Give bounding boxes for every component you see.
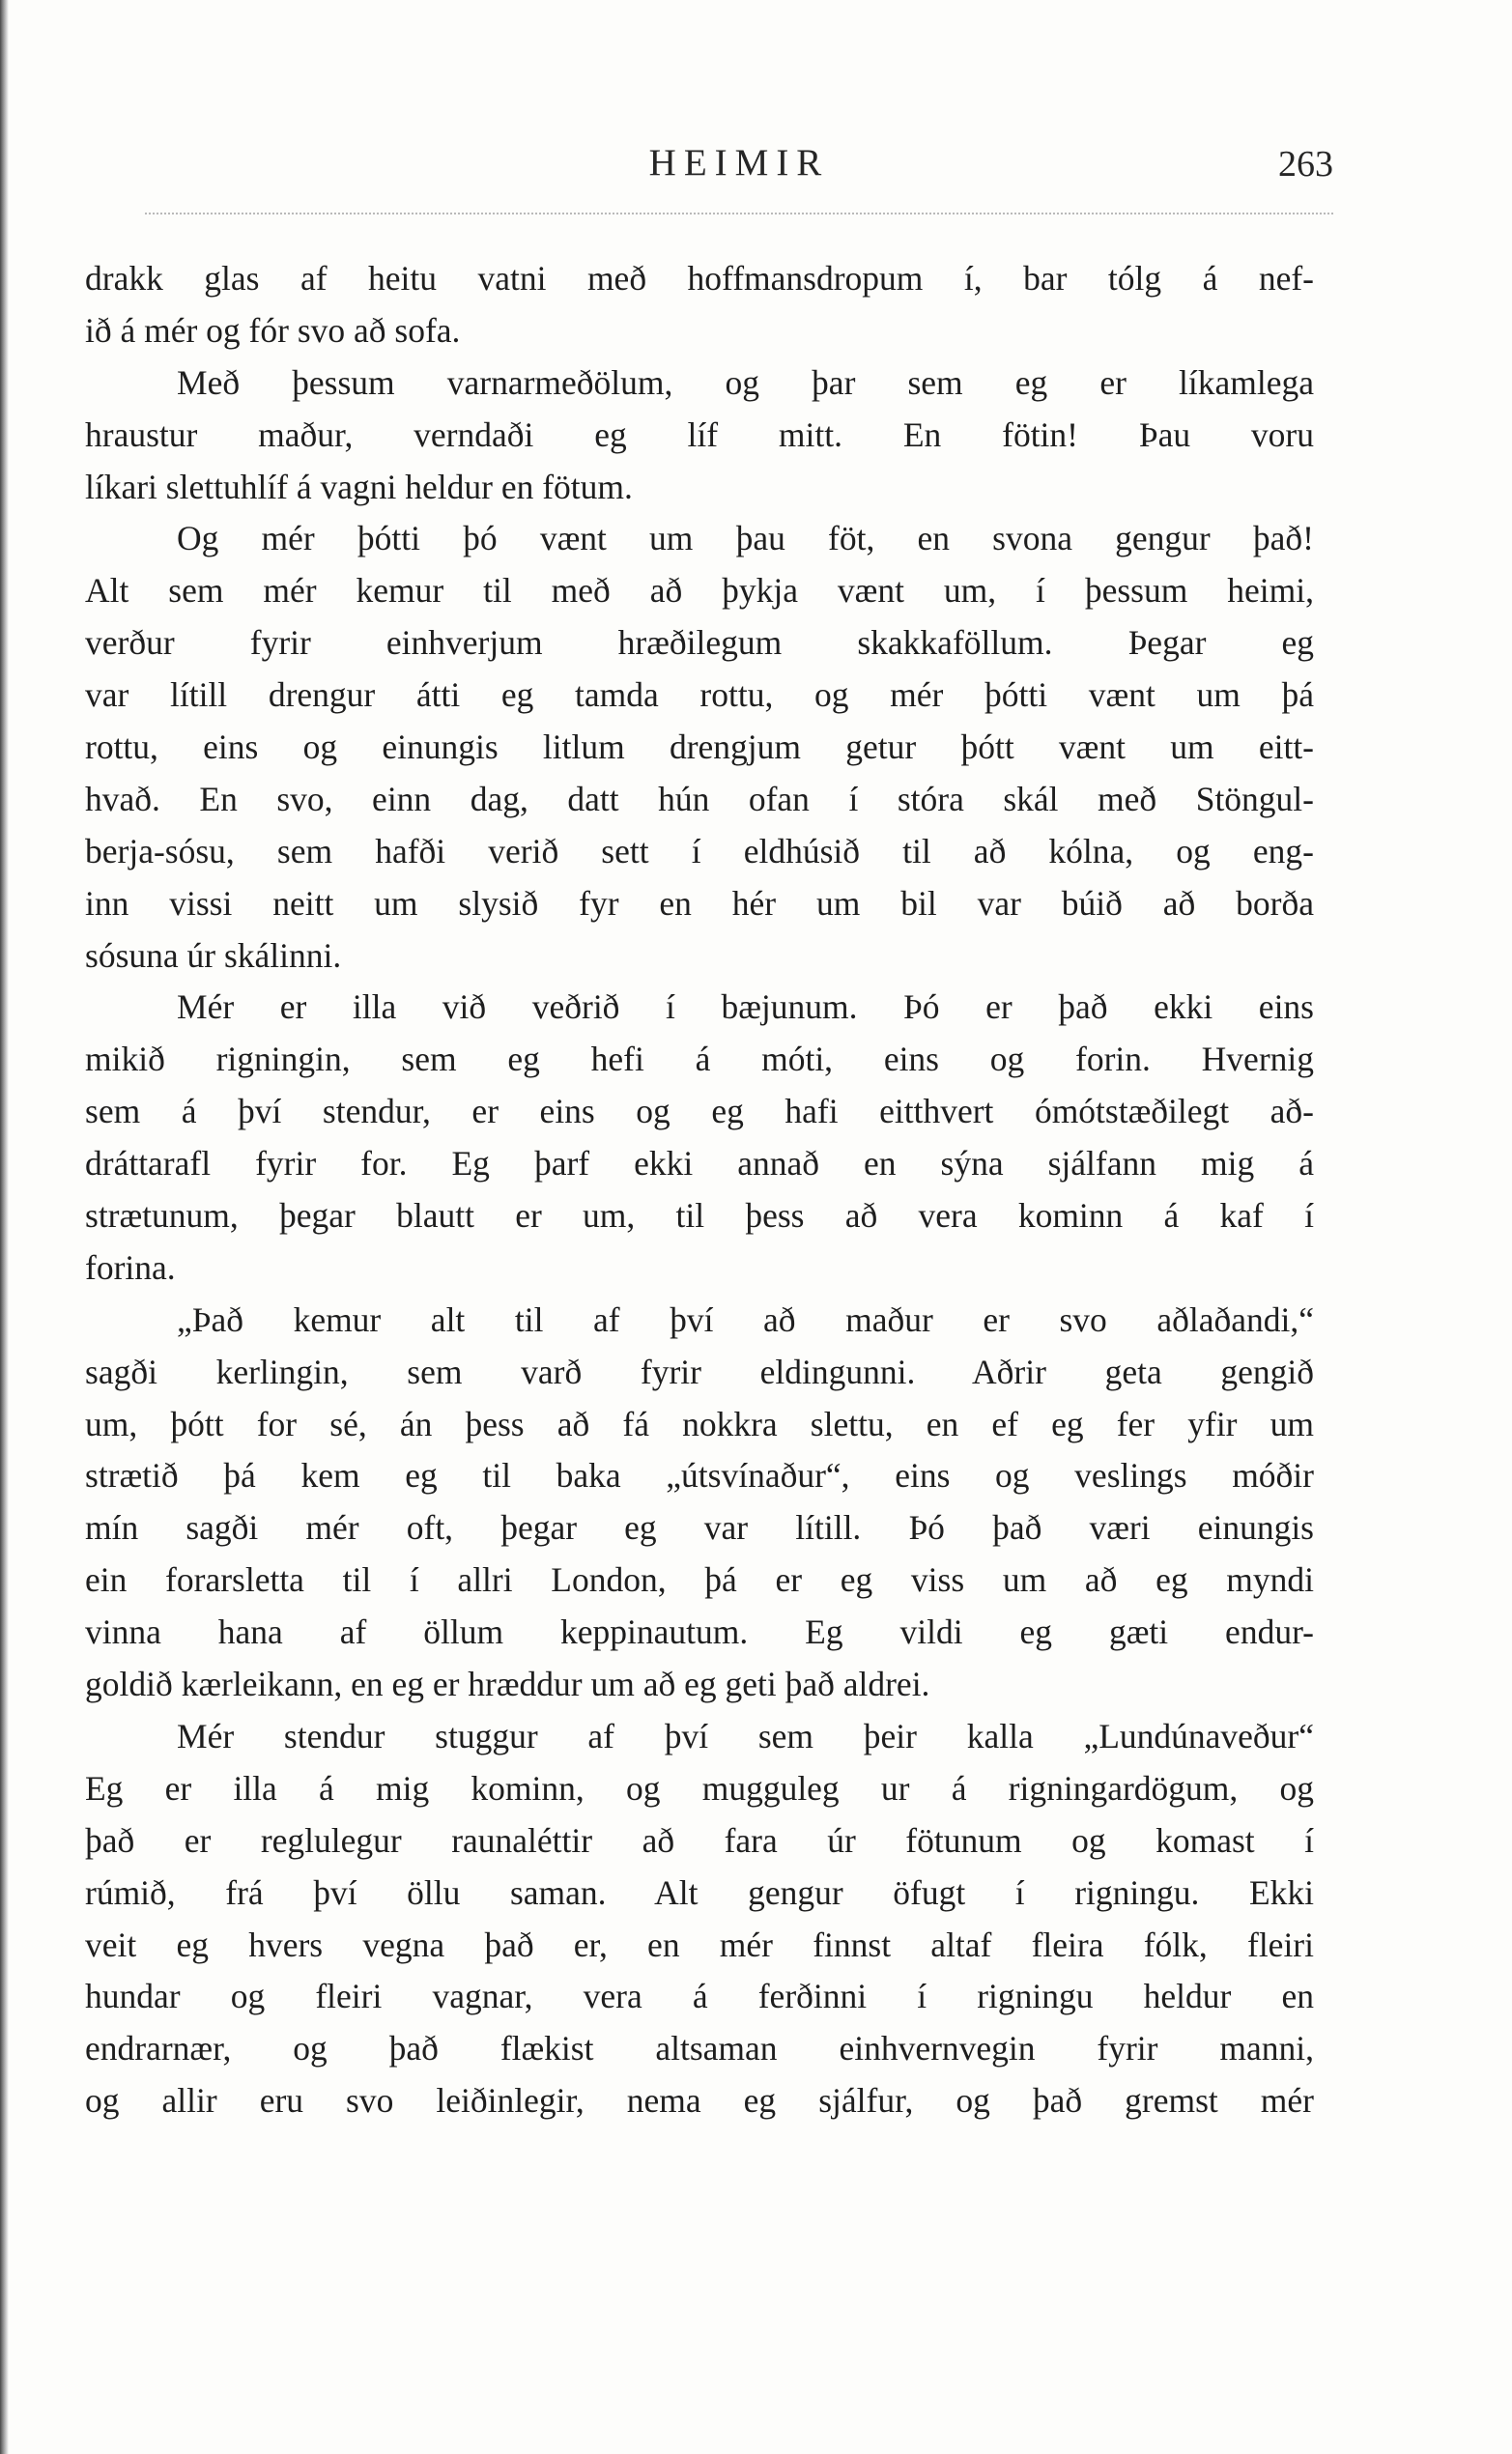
text-line: endrarnær, og það flækist altsaman einhvernvegin fyrir manni, xyxy=(85,2029,1314,2069)
text-line: strætunum, þegar blautt er um, til þess að vera kominn á kaf í xyxy=(85,1196,1314,1236)
text-line: rottu, eins og einungis litlum drengjum getur þótt vænt um eitt- xyxy=(85,728,1314,767)
text-line: mín sagði mér oft, þegar eg var lítill. Þó það væri einungis xyxy=(85,1508,1314,1548)
page-number: 263 xyxy=(1278,144,1333,185)
text-line: ið á mér og fór svo að sofa. xyxy=(85,310,461,350)
text-line: og allir eru svo leiðinlegir, nema eg sjálfur, og það gremst mér xyxy=(85,2081,1314,2121)
text-line: berja-sósu, sem hafði verið sett í eldhúsið til að kólna, og eng- xyxy=(85,831,1314,870)
text-line: ein forarsletta til í allri London, þá er eg viss um að eg myndi xyxy=(85,1560,1314,1600)
text-line: sem á því stendur, er eins og eg hafi eitthvert ómótstæðilegt að- xyxy=(85,1092,1314,1131)
text-line: rúmið, frá því öllu saman. Alt gengur öfugt í rigningu. Ekki xyxy=(85,1872,1314,1912)
text-line: sagði kerlingin, sem varð fyrir eldingunni. Aðrir geta gengið xyxy=(85,1352,1314,1391)
text-line: Eg er illa á mig kominn, og mugguleg ur á rigningardögum, og xyxy=(85,1768,1314,1808)
text-line: Mér er illa við veðrið í bæjunum. Þó er það ekki eins xyxy=(177,987,1314,1027)
text-line: hundar og fleiri vagnar, vera á ferðinni í rigningu heldur en xyxy=(85,1977,1314,2016)
text-line: goldið kærleikann, en eg er hræddur um að eg geti það aldrei. xyxy=(85,1665,930,1704)
text-line: drakk glas af heitu vatni með hoffmansdropum í, bar tólg á nef- xyxy=(85,259,1314,298)
running-head xyxy=(145,133,1333,191)
page-binding-edge xyxy=(0,0,9,2454)
running-title: HEIMIR xyxy=(648,142,830,184)
text-line: dráttarafl fyrir for. Eg þarf ekki annað en sýna sjálfann mig á xyxy=(85,1144,1314,1184)
header-rule xyxy=(145,213,1333,214)
text-line: hvað. En svo, einn dag, datt hún ofan í stóra skál með Stöngul- xyxy=(85,779,1314,818)
text-line: veit eg hvers vegna það er, en mér finnst altaf fleira fólk, fleiri xyxy=(85,1925,1314,1964)
text-line: mikið rigningin, sem eg hefi á móti, eins og forin. Hvernig xyxy=(85,1040,1314,1079)
text-line: forina. xyxy=(85,1247,176,1287)
text-line: var lítill drengur átti eg tamda rottu, og mér þótti vænt um þá xyxy=(85,675,1314,715)
text-line: Alt sem mér kemur til með að þykja vænt um, í þessum heimi, xyxy=(85,571,1314,611)
text-line: strætið þá kem eg til baka „útsvínaður“, eins og veslings móðir xyxy=(85,1456,1314,1496)
text-line: Með þessum varnarmeðölum, og þar sem eg er líkamlega xyxy=(177,362,1314,402)
text-line: Og mér þótti þó vænt um þau föt, en svona gengur það! xyxy=(177,519,1314,558)
body-text xyxy=(85,253,1314,2127)
text-line: verður fyrir einhverjum hræðilegum skakkaföllum. Þegar eg xyxy=(85,623,1314,663)
text-line: um, þótt for sé, án þess að fá nokkra slettu, en ef eg fer yfir um xyxy=(85,1404,1314,1443)
text-line: „Það kemur alt til af því að maður er svo aðlaðandi,“ xyxy=(177,1299,1314,1339)
text-line: inn vissi neitt um slysið fyr en hér um bil var búið að borða xyxy=(85,883,1314,923)
text-line: Mér stendur stuggur af því sem þeir kalla „Lundúnaveður“ xyxy=(177,1716,1314,1755)
text-line: sósuna úr skálinni. xyxy=(85,935,342,975)
text-line: hraustur maður, verndaði eg líf mitt. En fötin! Þau voru xyxy=(85,414,1314,454)
text-line: það er reglulegur raunaléttir að fara úr fötunum og komast í xyxy=(85,1820,1314,1860)
text-line: vinna hana af öllum keppinautum. Eg vildi eg gæti endur- xyxy=(85,1612,1314,1652)
text-line: líkari slettuhlíf á vagni heldur en fötum. xyxy=(85,467,633,506)
